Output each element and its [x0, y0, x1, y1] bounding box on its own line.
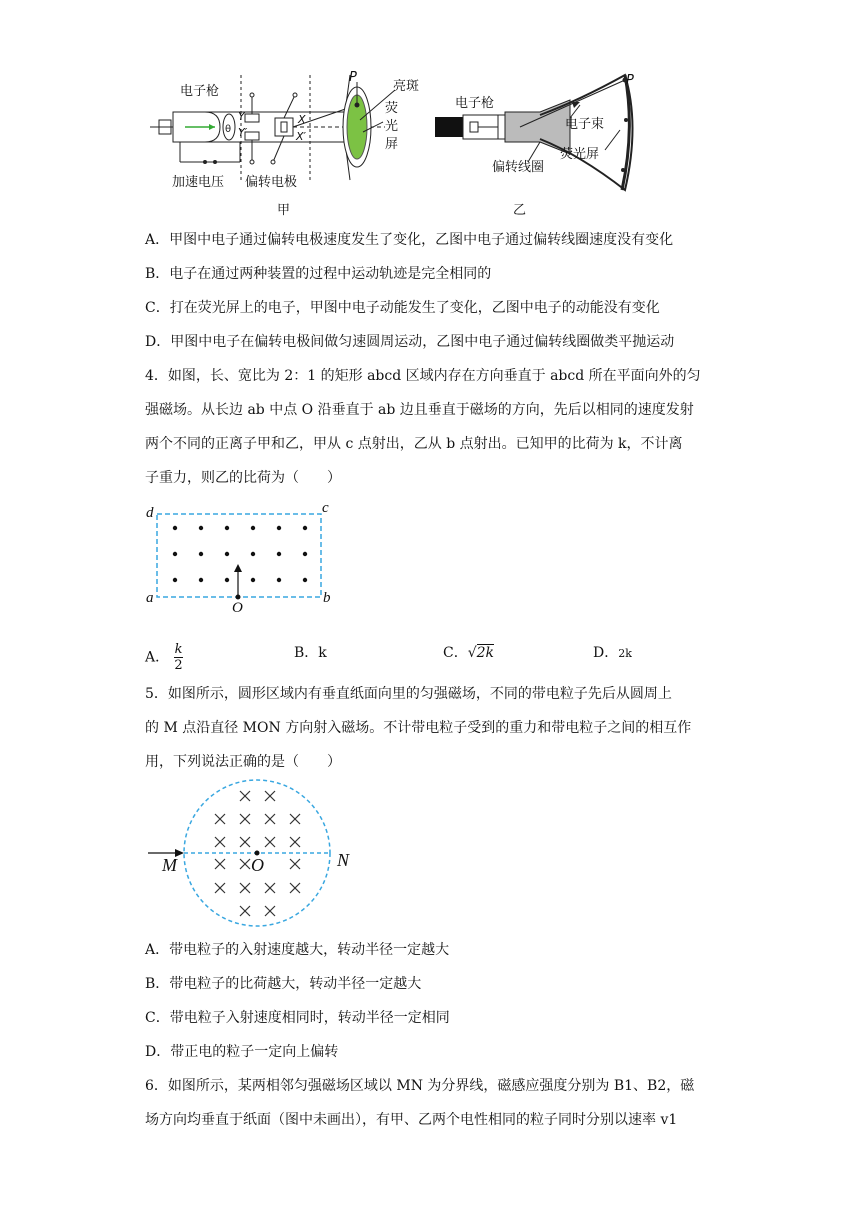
q4-option-a-prefix: A．	[145, 649, 170, 666]
q4-line-3: 两个不同的正离子甲和乙，甲从 c 点射出，乙从 b 点射出。已知甲的比荷为 k，不计离	[145, 436, 683, 452]
field-dot	[199, 578, 203, 582]
field-dot	[251, 578, 255, 582]
field-cross	[290, 883, 300, 893]
label-defl: 偏转电极	[245, 175, 298, 190]
field-dot	[225, 578, 229, 582]
label-coil: 偏转线圈	[492, 160, 545, 175]
field-dot	[277, 526, 281, 530]
q4-option-c-prefix: C．	[443, 645, 468, 661]
q5-line-2: 的 M 点沿直径 MON 方向射入磁场。不计带电粒子受到的重力和带电粒子之间的相互作	[145, 720, 692, 736]
label-O-q5: O	[251, 855, 264, 875]
label-Xp: X′	[296, 130, 307, 143]
q6-line-1: 6．如图所示，某两相邻匀强磁场区域以 MN 为分界线，磁感应强度分别为 B1、B2，磁	[145, 1078, 695, 1094]
field-dot	[173, 578, 177, 582]
label-accel: 加速电压	[172, 175, 225, 190]
fraction-denominator: 2	[174, 658, 183, 673]
label-O-q4: O	[232, 600, 243, 616]
field-cross	[290, 837, 300, 847]
circle-figure	[145, 778, 365, 928]
fraction-numerator: k	[174, 642, 183, 657]
field-dot	[277, 552, 281, 556]
q6-line-2: 场方向均垂直于纸面（图中未画出），有甲、乙两个电性相同的粒子同时分别以速率 v1	[145, 1112, 678, 1128]
label-Yp: Y′	[238, 126, 248, 139]
field-dot	[251, 526, 255, 530]
q4-option-a-fraction	[174, 642, 184, 673]
field-cross	[290, 859, 300, 869]
label-c: c	[322, 500, 329, 516]
label-screen-3: 屏	[385, 137, 399, 152]
q4-option-a	[145, 642, 183, 673]
q3-option-d: D．甲图中电子在偏转电极间做匀速圆周运动，乙图中电子通过偏转线圈做类平抛运动	[145, 334, 675, 350]
svg-text:θ: θ	[225, 124, 232, 135]
q3-option-b: B．电子在通过两种装置的过程中运动轨迹是完全相同的	[145, 266, 492, 282]
label-screen-2: 光	[385, 119, 399, 134]
label-P-yi: P	[626, 73, 634, 88]
q5-option-c: C．带电粒子入射速度相同时，转动半径一定相同	[145, 1010, 450, 1026]
field-cross	[215, 859, 225, 869]
field-dot	[251, 552, 255, 556]
q5-option-d: D．带正电的粒子一定向上偏转	[145, 1044, 339, 1060]
label-N: N	[337, 850, 350, 870]
label-Y: Y	[238, 110, 245, 123]
field-dot	[199, 526, 203, 530]
q3-option-a: A．甲图中电子通过偏转电极速度发生了变化，乙图中电子通过偏转线圈速度没有变化	[145, 232, 674, 248]
q5-line-1: 5．如图所示，圆形区域内有垂直纸面向里的匀强磁场，不同的带电粒子先后从圆周上	[145, 686, 672, 702]
field-cross	[265, 837, 275, 847]
field-dot	[225, 526, 229, 530]
field-cross	[265, 791, 275, 801]
label-bright: 亮斑	[393, 79, 420, 94]
label-M: M	[162, 855, 177, 875]
caption-yi: 乙	[513, 203, 527, 218]
q4-option-d-value: 2k	[618, 647, 632, 660]
q4-option-d-prefix: D．	[593, 645, 619, 661]
field-dot	[225, 552, 229, 556]
q4-line-2: 强磁场。从长边 ab 中点 O 沿垂直于 ab 边且垂直于磁场的方向，先后以相同的速度发射	[145, 402, 694, 418]
q4-option-d	[593, 642, 632, 662]
label-X: X	[298, 113, 306, 126]
field-cross	[215, 883, 225, 893]
field-cross	[265, 906, 275, 916]
field-cross	[215, 814, 225, 824]
field-dot	[173, 526, 177, 530]
label-P-jia: P	[349, 70, 357, 85]
field-cross	[240, 883, 250, 893]
label-b: b	[323, 590, 331, 606]
rectangle-figure	[145, 500, 345, 620]
field-dot	[303, 526, 307, 530]
sqrt-icon: √	[467, 645, 477, 661]
label-beam: 电子束	[565, 117, 605, 132]
field-cross	[290, 814, 300, 824]
field-cross	[240, 837, 250, 847]
field-dot	[199, 552, 203, 556]
field-dot	[173, 552, 177, 556]
caption-jia: 甲	[277, 203, 291, 218]
q4-line-1: 4．如图，长、宽比为 2：1 的矩形 abcd 区域内存在方向垂直于 abcd 所在平面向外的匀	[145, 368, 701, 384]
q5-option-a: A．带电粒子的入射速度越大，转动半径一定越大	[145, 942, 450, 958]
label-screen-yi: 荧光屏	[560, 147, 600, 162]
label-a: a	[146, 590, 154, 606]
field-cross	[265, 814, 275, 824]
field-cross	[240, 859, 250, 869]
q5-line-3: 用，下列说法正确的是（ ）	[145, 754, 341, 770]
field-dot	[277, 578, 281, 582]
field-cross	[240, 814, 250, 824]
q4-option-b: B．k	[294, 645, 327, 661]
field-dot	[303, 578, 307, 582]
label-gun-jia: 电子枪	[180, 84, 220, 99]
q5-option-b: B．带电粒子的比荷越大，转动半径一定越大	[145, 976, 422, 992]
q4-line-4: 子重力，则乙的比荷为（ ）	[145, 470, 341, 486]
field-cross	[240, 906, 250, 916]
crt-figure-yi	[430, 70, 660, 205]
q4-option-c	[443, 642, 494, 662]
label-d: d	[146, 505, 154, 521]
field-dot	[303, 552, 307, 556]
q3-option-c: C．打在荧光屏上的电子，甲图中电子动能发生了变化，乙图中电子的动能没有变化	[145, 300, 660, 316]
label-screen-1: 荧	[385, 101, 399, 116]
q4-option-c-value: 2k	[476, 645, 495, 661]
label-gun-yi: 电子枪	[455, 96, 495, 111]
field-cross	[265, 883, 275, 893]
field-cross	[215, 837, 225, 847]
field-cross	[240, 791, 250, 801]
